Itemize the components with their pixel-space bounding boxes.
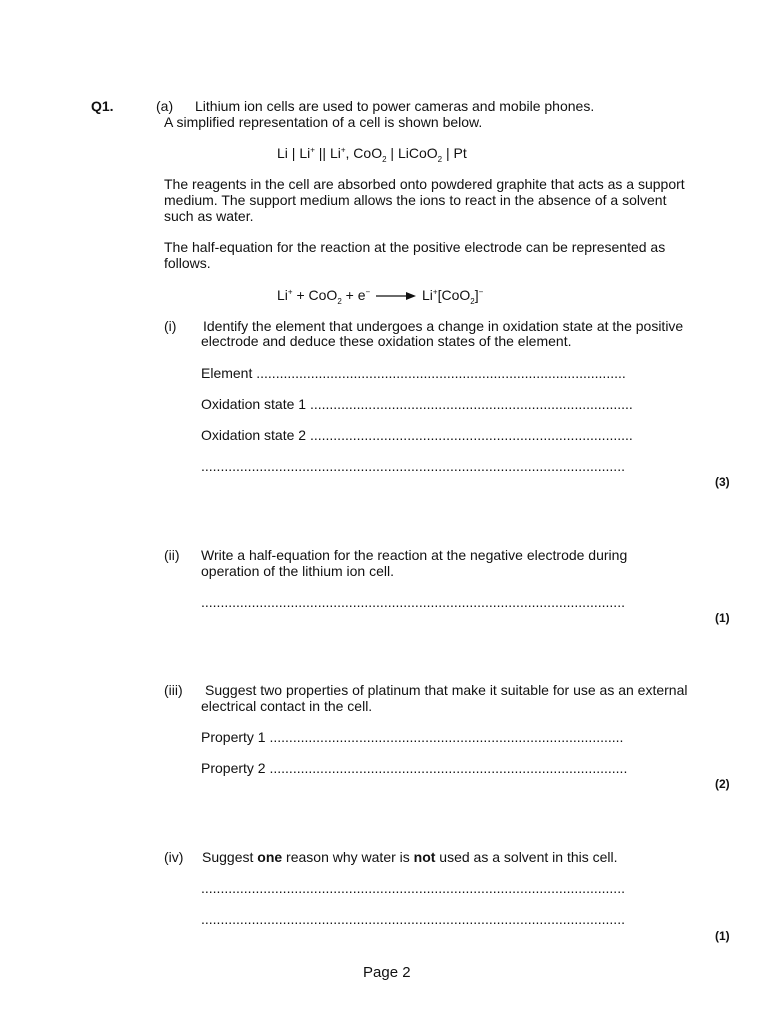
element-label: Element [201,365,253,381]
part-a-label: (a) [156,98,174,114]
answer-dots: ............................................................................................... [256,365,626,381]
element-answer-field[interactable] [201,365,626,381]
page-number: Page 2 [363,964,411,981]
part-i-line-1: Identify the element that undergoes a change in oxidation state at the positive [203,318,684,334]
part-iv-marks: (1) [715,929,730,943]
paragraph-2-line-2: follows. [164,255,211,271]
part-i-line-2: electrode and deduce these oxidation states of the element. [201,333,572,349]
property-1-field[interactable] [201,729,623,745]
paragraph-1-line-3: such as water. [164,208,254,224]
part-iii-line-2: electrical contact in the cell. [201,698,373,714]
part-iii-label: (iii) [164,682,183,698]
part-i-extra-answer-line[interactable]: ............................................................................................................. [201,458,625,474]
part-iv-question: Suggest one reason why water is not used as a solvent in this cell. [202,849,618,865]
intro-line-1: Lithium ion cells are used to power cameras and mobile phones. [195,98,595,114]
oxidation-state-1-field[interactable] [201,396,633,412]
part-ii-marks: (1) [715,611,730,625]
part-i-label: (i) [164,318,177,334]
part-iv-answer-line-1[interactable]: ............................................................................................................. [201,880,625,896]
answer-dots: ........................................................................................... [269,729,624,745]
half-equation: Li+ + CoO$_2$ + e− Li+[CoO$_2$]− [277,287,484,306]
cell-representation: Li | Li+ || Li+, CoO$_2$ | LiCoO$_2$ | Pt [277,145,467,164]
part-iii-line-1: Suggest two properties of platinum that make it suitable for use as an external [205,682,688,698]
intro-line-2: A simplified representation of a cell is shown below. [164,114,483,130]
reaction-arrow-icon [376,291,416,301]
oxidation-state-2-field[interactable] [201,427,633,443]
answer-dots: ................................................................................... [309,396,633,412]
answer-dots: ............................................................................................ [269,760,628,776]
paragraph-2-line-1: The half-equation for the reaction at the positive electrode can be represented as [164,239,666,255]
part-ii-line-1: Write a half-equation for the reaction at the negative electrode during [201,547,628,563]
part-iv-answer-line-2[interactable]: ............................................................................................................. [201,911,625,927]
part-ii-line-2: operation of the lithium ion cell. [201,563,394,579]
part-ii-label: (ii) [164,547,180,563]
part-i-marks: (3) [715,475,730,489]
part-iv-label: (iv) [164,849,184,865]
property-2-field[interactable] [201,760,627,776]
part-iii-marks: (2) [715,777,730,791]
property-2-label: Property 2 [201,760,266,776]
answer-dots: ................................................................................... [309,427,633,443]
question-number: Q1. [91,98,114,114]
oxidation-state-1-label: Oxidation state 1 [201,396,307,412]
paragraph-1-line-1: The reagents in the cell are absorbed onto powdered graphite that acts as a support [164,176,685,192]
oxidation-state-2-label: Oxidation state 2 [201,427,307,443]
part-ii-answer-line[interactable]: ............................................................................................................. [201,594,625,610]
paragraph-1-line-2: medium. The support medium allows the ions to react in the absence of a solvent [164,192,667,208]
property-1-label: Property 1 [201,729,266,745]
